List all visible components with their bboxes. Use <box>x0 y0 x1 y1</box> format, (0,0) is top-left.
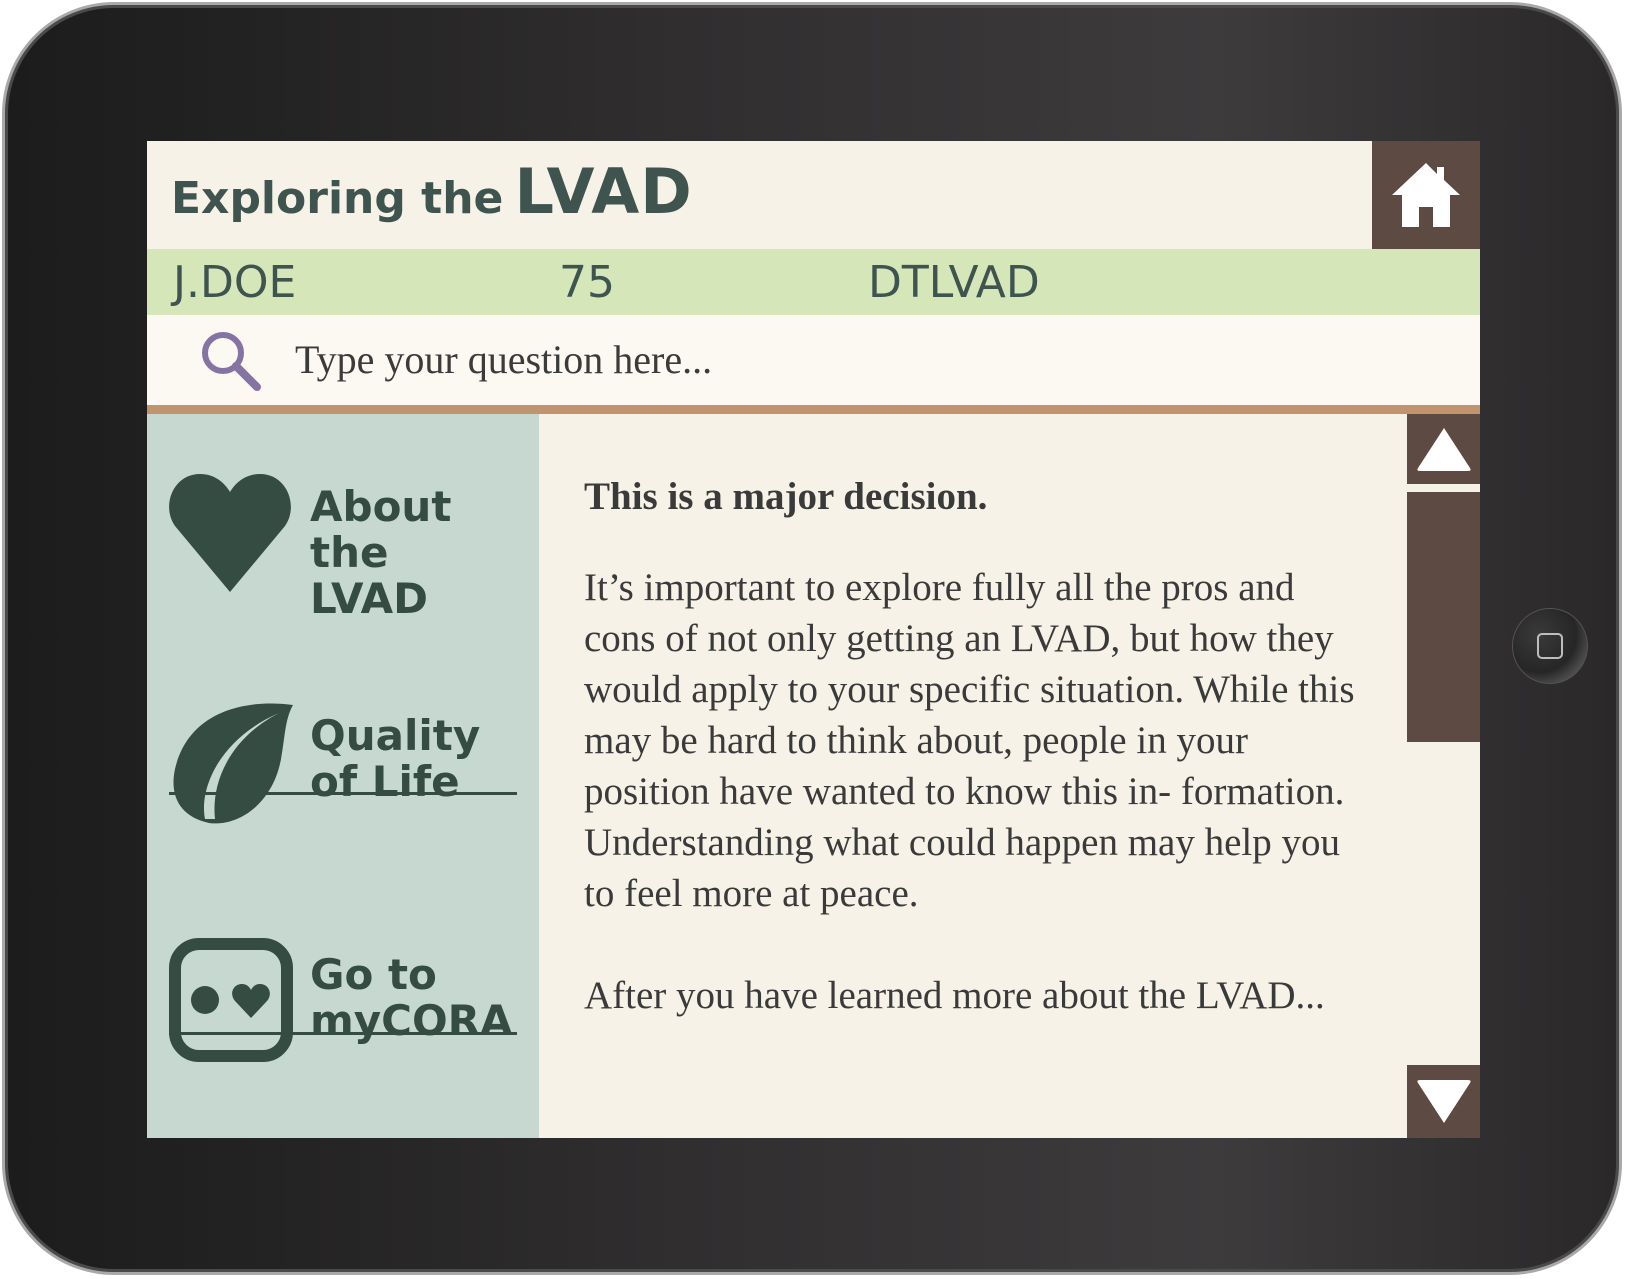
scrollbar-thumb[interactable] <box>1407 492 1480 742</box>
search-input[interactable] <box>295 331 1395 387</box>
sidebar-item-quality-of-life[interactable] <box>169 699 517 899</box>
patient-age: 75 <box>559 257 615 308</box>
sidebar-item-go-to-mycora[interactable] <box>169 938 517 1138</box>
sidebar-item-label: Quality of Life <box>310 711 481 806</box>
search-icon <box>199 329 265 395</box>
leaf-icon <box>169 699 293 825</box>
page-title-main: LVAD <box>514 155 693 228</box>
page-title-prefix: Exploring the <box>171 173 504 224</box>
page-title <box>171 155 693 228</box>
device-home-square-icon <box>1537 633 1563 659</box>
triangle-up-icon <box>1414 424 1474 474</box>
app-header <box>147 141 1480 249</box>
app-screen <box>147 141 1480 1138</box>
content-paragraph: After you have learned more about the LVAD... <box>584 974 1325 1017</box>
scroll-up-button[interactable] <box>1407 414 1480 484</box>
sidebar-item-label: About the LVAD <box>310 482 452 623</box>
content-heading: This is a major decision. <box>584 475 988 518</box>
sidebar <box>147 414 539 1138</box>
heart-icon <box>169 468 291 592</box>
search-bar <box>147 315 1480 407</box>
robot-face-icon <box>169 938 293 1062</box>
sidebar-item-about-lvad[interactable] <box>169 464 517 664</box>
scroll-down-button[interactable] <box>1407 1065 1480 1138</box>
header-divider <box>147 405 1480 414</box>
home-icon <box>1390 159 1462 231</box>
content-panel <box>539 414 1407 1138</box>
home-button[interactable] <box>1372 141 1480 249</box>
sidebar-item-label: Go to myCORA <box>310 950 513 1045</box>
patient-info-bar <box>147 249 1480 315</box>
triangle-down-icon <box>1414 1077 1474 1127</box>
patient-name: J.DOE <box>173 257 297 308</box>
content-paragraph: It’s important to explore fully all the pros and cons of not only getting an LVAD, but how they would apply to your specific situation. While this may be hard to think about, people in your position have wanted to know this in- formation. Understanding what could happen may help you to feel more at peace. <box>584 566 1355 915</box>
patient-code: DTLVAD <box>868 257 1040 308</box>
device-home-button[interactable] <box>1513 609 1587 683</box>
